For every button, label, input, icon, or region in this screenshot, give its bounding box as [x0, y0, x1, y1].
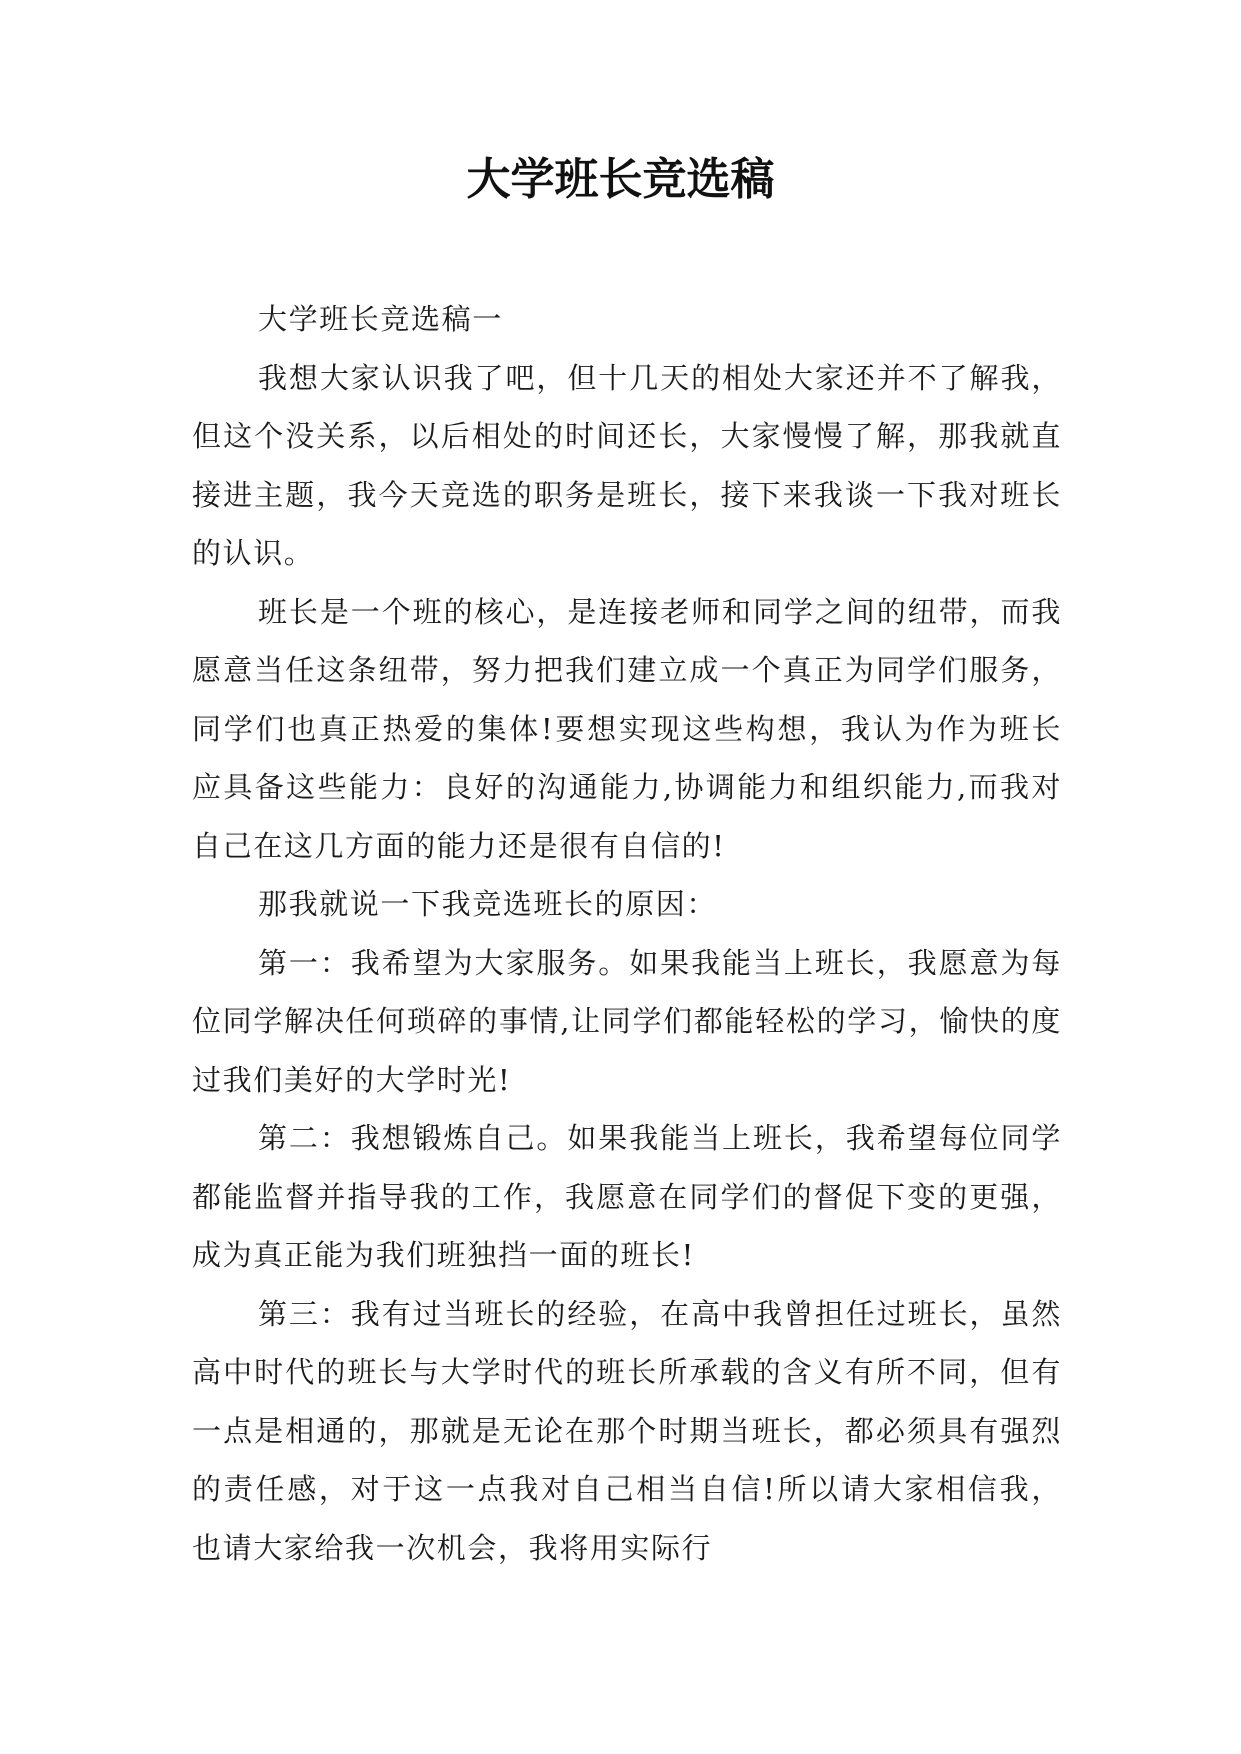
paragraph-reason-two: 第二：我想锻炼自己。如果我能当上班长，我希望每位同学都能监督并指导我的工作，我愿意在同学们的督促下变的更强，成为真正能为我们班独挡一面的班长! — [192, 1121, 1062, 1272]
paragraph-intro: 我想大家认识我了吧，但十几天的相处大家还并不了解我，但这个没关系，以后相处的时间还长，大家慢慢了解，那我就直接进主题，我今天竞选的职务是班长，接下来我谈一下我对班长的认识。 — [192, 360, 1062, 570]
document-body — [192, 290, 1062, 1577]
section-heading: 大学班长竞选稿一 — [258, 302, 503, 336]
paragraph-reason-one: 第一：我希望为大家服务。如果我能当上班长，我愿意为每位同学解决任何琐碎的事情,让同学们都能轻松的学习，愉快的度过我们美好的大学时光! — [192, 945, 1062, 1097]
paragraph-reason-three: 第三：我有过当班长的经验，在高中我曾担任过班长，虽然高中时代的班长与大学时代的班长所承载的含义有所不同，但有一点是相通的，那就是无论在那个时期当班长，都必须具有强烈的责任感，对于这一点我对自己相当自信!所以请大家相信我，也请大家给我一次机会，我将用实际行 — [192, 1296, 1062, 1565]
document-title: 大学班长竞选稿 — [466, 154, 775, 205]
paragraph-reasons-lead: 那我就说一下我竞选班长的原因： — [258, 887, 718, 921]
paragraph-role: 班长是一个班的核心，是连接老师和同学之间的纽带，而我愿意当任这条纽带，努力把我们建立成一个真正为同学们服务，同学们也真正热爱的集体!要想实现这些构想，我认为作为班长应具备这些能力：良好的沟通能力,协调能力和组织能力,而我对自己在这几方面的能力还是很有自信的! — [192, 594, 1062, 863]
